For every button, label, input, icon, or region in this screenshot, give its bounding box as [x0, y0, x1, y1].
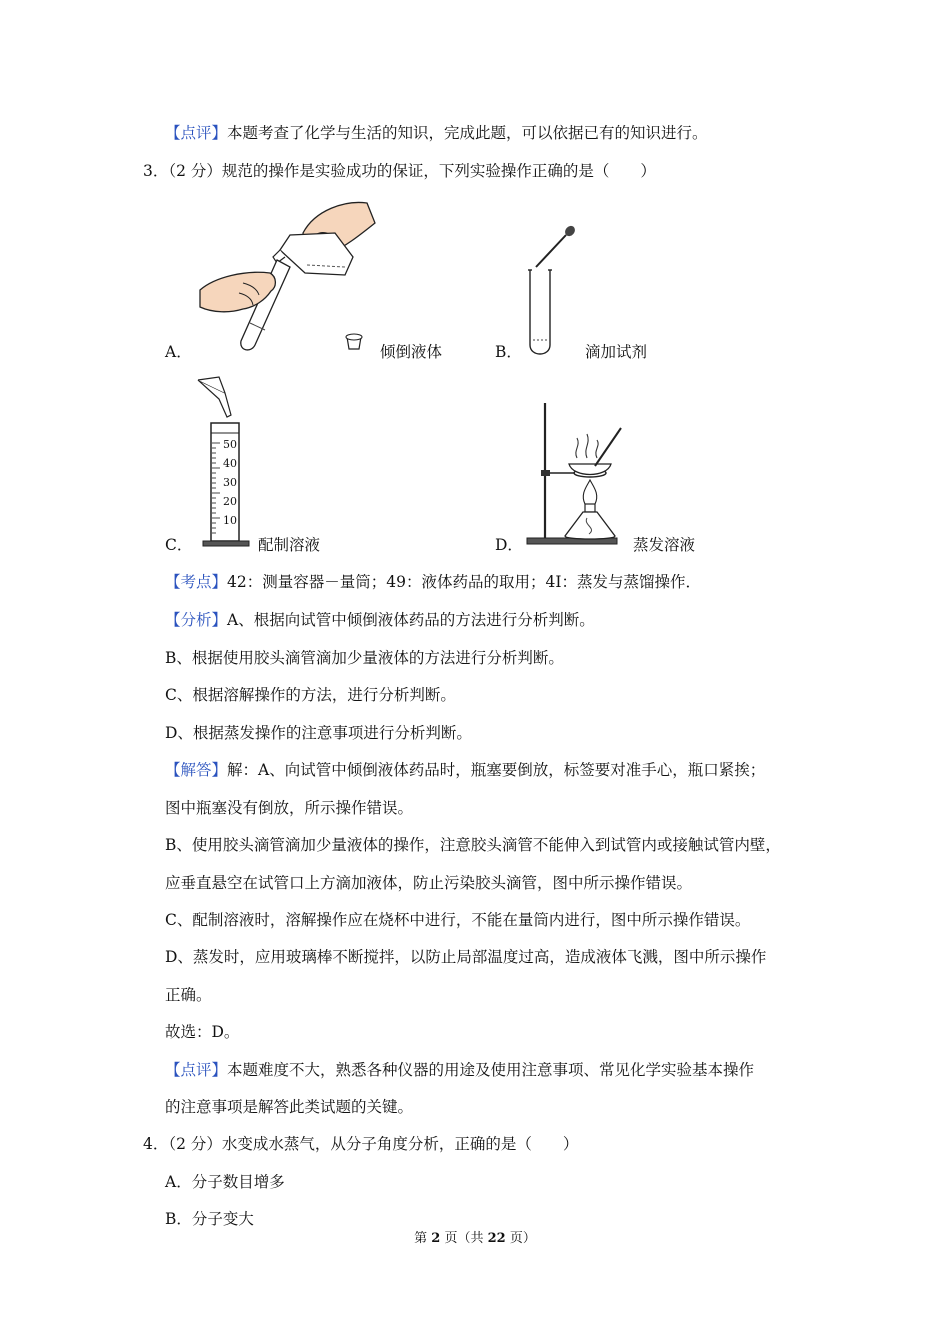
option-c-caption: 配制溶液 — [258, 536, 321, 554]
jieda-line-5: D、蒸发时，应用玻璃棒不断搅拌，以防止局部温度过高，造成液体飞溅，图中所示操作 — [165, 948, 767, 966]
fenxi-line-d: D、根据蒸发操作的注意事项进行分析判断。 — [165, 724, 472, 742]
footer-page-number: 2 — [431, 1231, 441, 1246]
question-4-stem: 4．（2 分）水变成水蒸气，从分子角度分析，正确的是（ ） — [143, 1135, 579, 1153]
fenxi-line-b: B、根据使用胶头滴管滴加少量液体的方法进行分析判断。 — [165, 649, 564, 667]
question-4-option-a: A．分子数目增多 — [165, 1173, 285, 1191]
review-previous — [165, 123, 708, 143]
jieda-line-1: 图中瓶塞没有倒放，所示操作错误。 — [165, 799, 414, 817]
pouring-liquid-figure — [195, 195, 380, 360]
option-a-caption: 倾倒液体 — [380, 343, 443, 361]
dianping-text: 本题难度不大，熟悉各种仪器的用途及使用注意事项、常见化学实验基本操作 — [227, 1061, 755, 1079]
cylinder-mark-30: 30 — [223, 476, 237, 489]
option-b-label: B． — [495, 343, 522, 361]
cylinder-figure — [195, 375, 265, 550]
answer-choice: 故选：D。 — [165, 1023, 240, 1041]
review-tag: 【点评】 — [165, 124, 228, 142]
cylinder-mark-20: 20 — [223, 495, 237, 508]
question-4-option-b: B．分子变大 — [165, 1210, 254, 1228]
option-b-caption: 滴加试剂 — [585, 343, 648, 361]
dropper-figure — [520, 225, 580, 360]
footer-pre: 第 — [414, 1231, 432, 1246]
fenxi-line-c: C、根据溶解操作的方法，进行分析判断。 — [165, 686, 456, 704]
option-a-label: A． — [165, 343, 192, 361]
page-footer — [0, 1227, 950, 1246]
cylinder-mark-50: 50 — [223, 438, 237, 451]
cylinder-mark-40: 40 — [223, 457, 237, 470]
footer-total-pages: 22 — [487, 1231, 506, 1246]
dianping — [165, 1060, 754, 1080]
jieda-line-2: B、使用胶头滴管滴加少量液体的操作，注意胶头滴管不能伸入到试管内或接触试管内壁， — [165, 836, 781, 854]
kaodian-tag: 【考点】 — [165, 573, 228, 591]
fenxi-text: A、根据向试管中倾倒液体药品的方法进行分析判断。 — [227, 611, 595, 629]
review-text: 本题考查了化学与生活的知识，完成此题，可以依据已有的知识进行。 — [227, 124, 708, 142]
jieda-tag: 【解答】 — [165, 761, 228, 779]
dianping-line-2: 的注意事项是解答此类试题的关键。 — [165, 1098, 414, 1116]
option-c-label: C． — [165, 536, 193, 554]
jieda-line-4: C、配制溶液时，溶解操作应在烧杯中进行，不能在量筒内进行，图中所示操作错误。 — [165, 911, 751, 929]
jieda — [165, 760, 765, 780]
dianping-tag: 【点评】 — [165, 1061, 228, 1079]
cylinder-mark-10: 10 — [223, 514, 237, 527]
jieda-line-6: 正确。 — [165, 986, 212, 1004]
jieda-line-3: 应垂直悬空在试管口上方滴加液体，防止污染胶头滴管，图中所示操作错误。 — [165, 874, 693, 892]
kaodian-text: 42：测量容器－量筒；49：液体药品的取用；4I：蒸发与蒸馏操作． — [227, 573, 701, 591]
option-d-caption: 蒸发溶液 — [633, 536, 696, 554]
footer-mid: 页（共 — [440, 1231, 488, 1246]
fenxi-tag: 【分析】 — [165, 611, 228, 629]
question-3-stem: 3．（2 分）规范的操作是实验成功的保证，下列实验操作正确的是（ ） — [143, 162, 656, 180]
kaodian — [165, 572, 701, 592]
option-d-label: D． — [495, 536, 523, 554]
fenxi — [165, 610, 595, 630]
evaporation-figure — [525, 400, 635, 550]
jieda-text: 解：A、向试管中倾倒液体药品时，瓶塞要倒放，标签要对准手心，瓶口紧挨； — [227, 761, 766, 779]
footer-post: 页） — [505, 1231, 536, 1246]
